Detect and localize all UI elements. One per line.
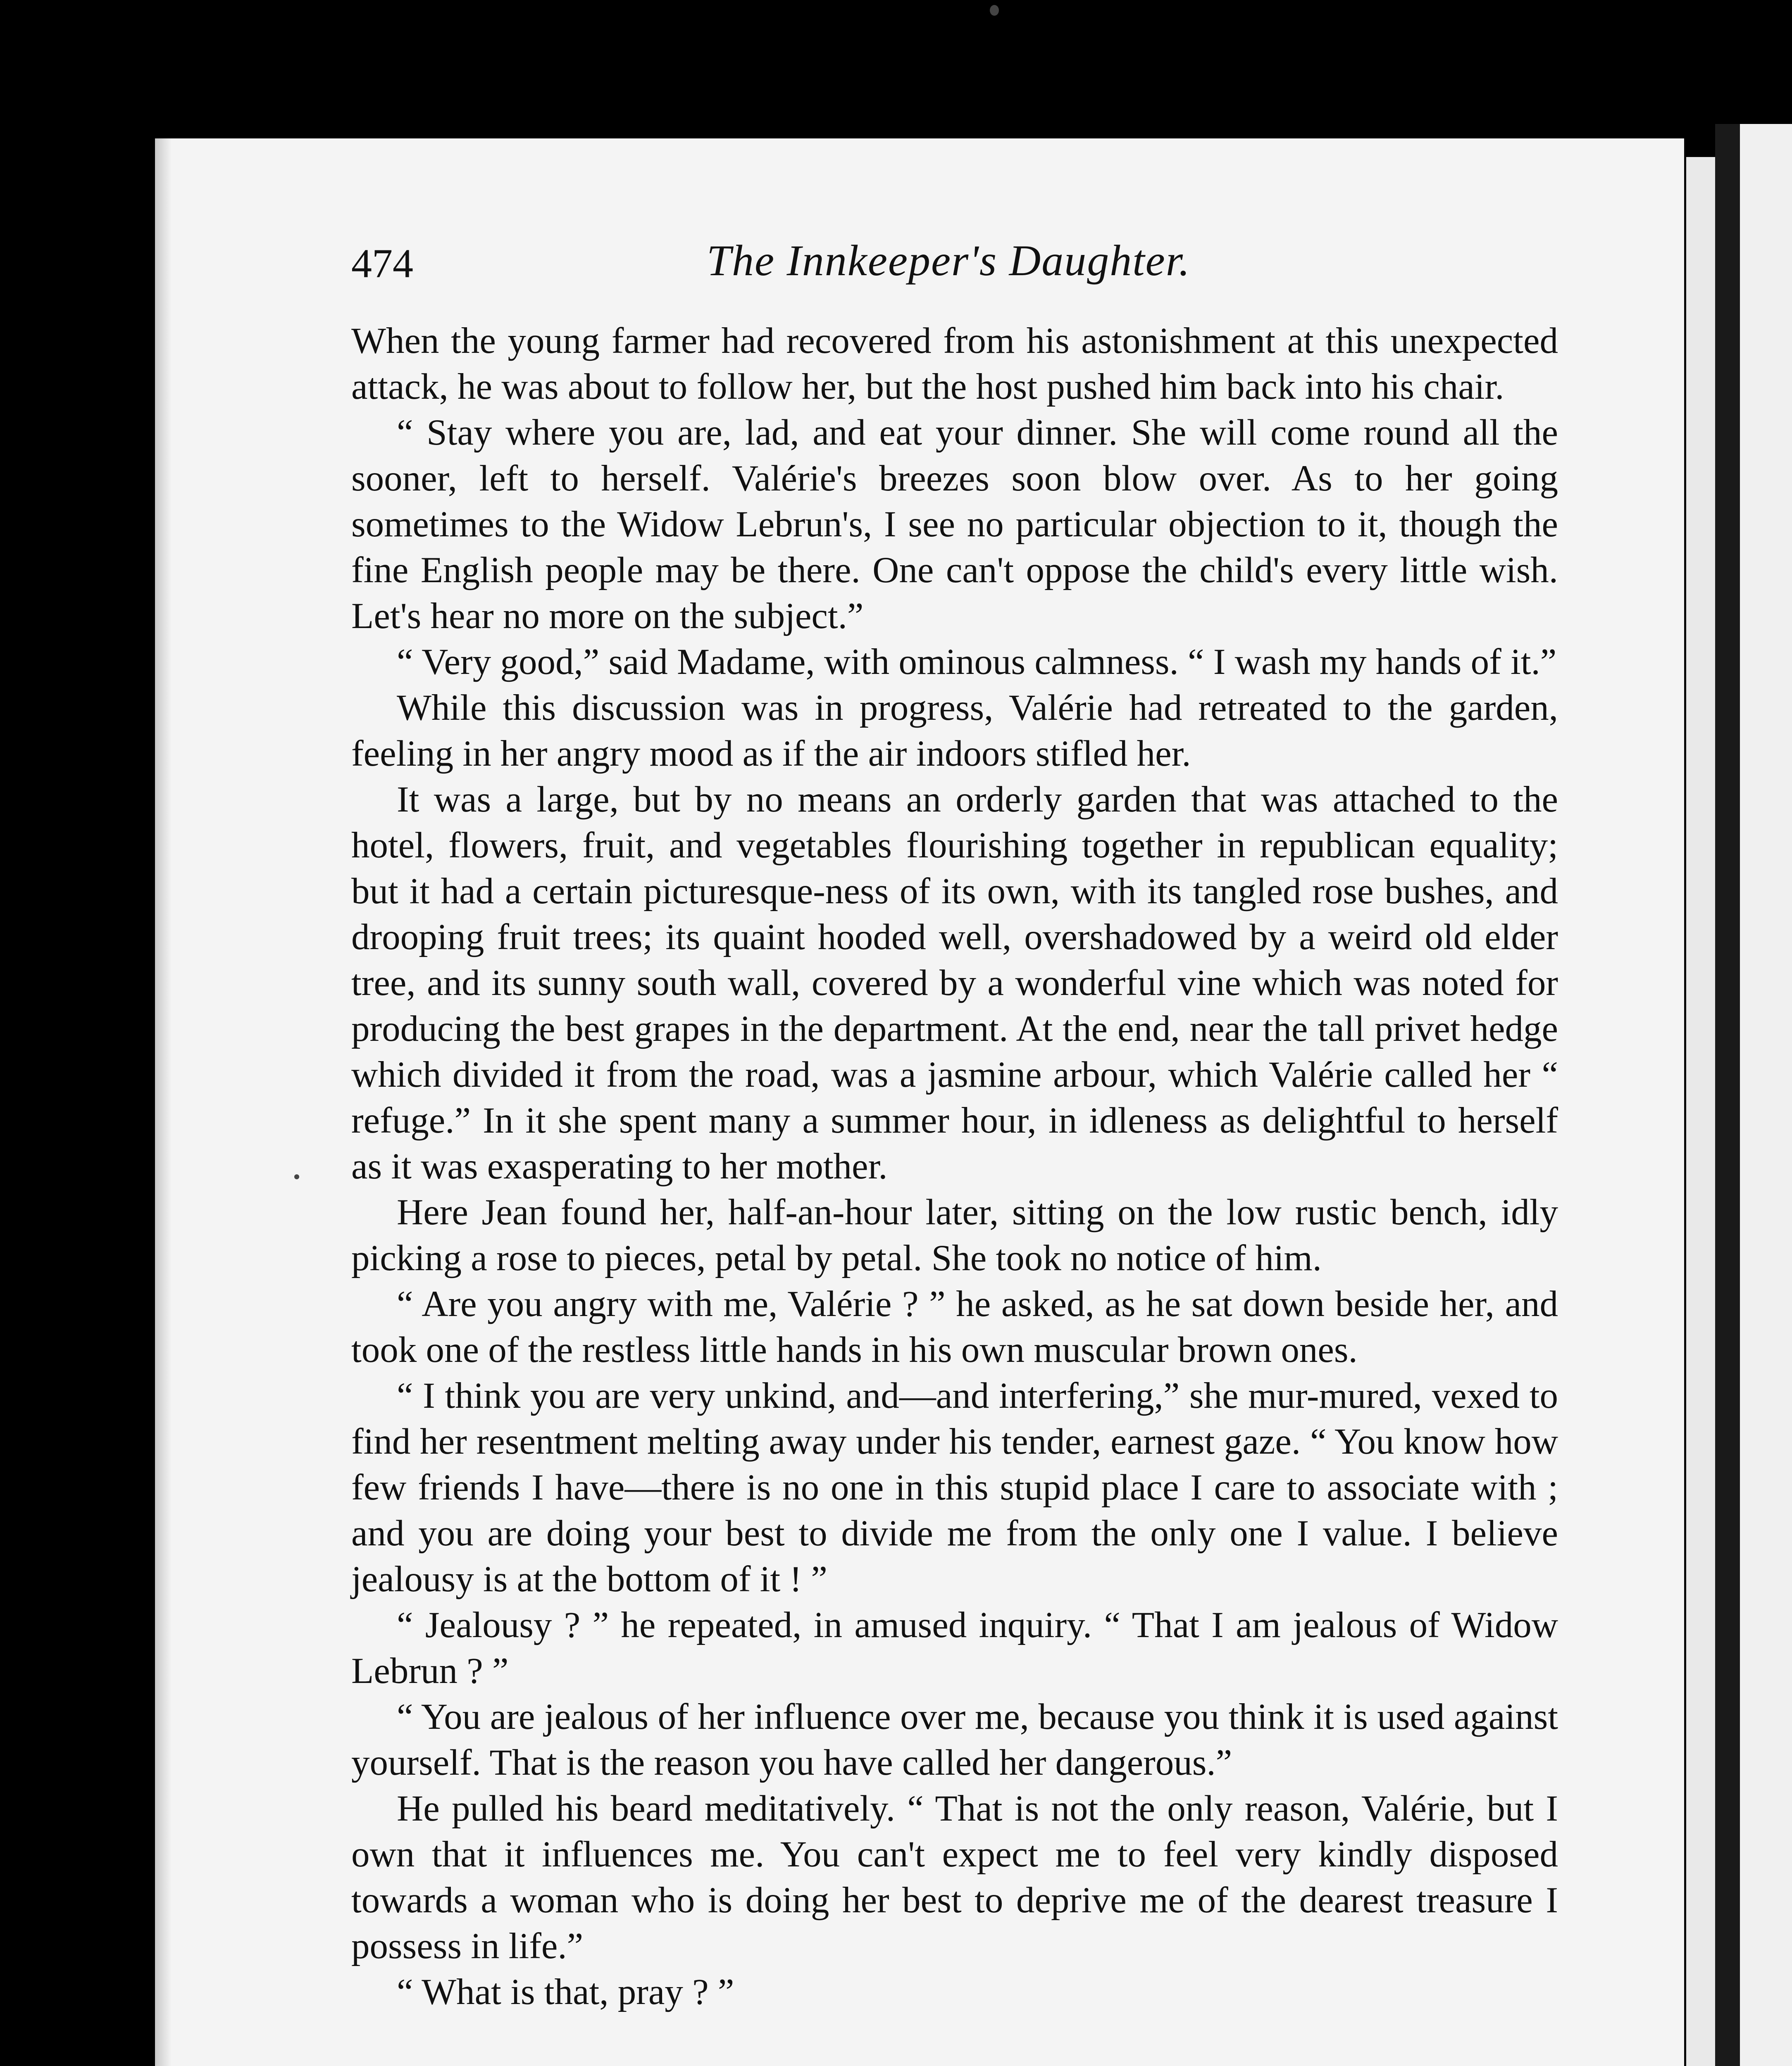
print-speck — [990, 5, 999, 16]
paragraph: “ I think you are very unkind, and—and interfering,” she mur-mured, vexed to find her resentment melting away under his tender, earnest gaze. “ You know how few friends I have—there is no one in this stupid place I care to associate with ; and you are doing your best to divide me from the only one I value. I believe jealousy is at the bottom of it ! ” — [351, 1376, 1558, 1599]
paragraph: “ What is that, pray ? ” — [397, 1972, 734, 2012]
page-header — [351, 223, 1550, 306]
page-edge — [1686, 157, 1715, 2066]
adjacent-page — [1740, 124, 1792, 2066]
paragraph: “ You are jealous of her influence over me, because you think it is used against yourself. That is the reason you have called her dangerous.” — [351, 1697, 1558, 1783]
paragraph: It was a large, but by no means an orderly garden that was attached to the hotel, flowers, fruit, and vegetables flourishing together in republican equality; but it had a certain picturesque-ness of its own, with its tangled rose bushes, and drooping fruit trees; its quaint hooded well, overshadowed by a weird old elder tree, and its sunny south wall, covered by a wonderful vine which was noted for producing the best grapes in the department. At the end, near the tall privet hedge which divided it from the road, was a jasmine arbour, which Valérie called her “ refuge.” In it she spent many a summer hour, in idleness as delightful to herself as it was exasperating to her mother. — [351, 779, 1558, 1187]
running-title: The Innkeeper's Daughter. — [707, 236, 1191, 285]
paragraph: “ Very good,” said Madame, with ominous calmness. “ I wash my hands of it.” — [397, 642, 1557, 682]
body-text — [351, 318, 1558, 2015]
paragraph: When the young farmer had recovered from his astonishment at this unexpected attack, he was about to follow her, but the host pushed him back into his chair. — [351, 321, 1558, 407]
paragraph: “ Are you angry with me, Valérie ? ” he asked, as he sat down beside her, and took one of the restless little hands in his own muscular brown ones. — [351, 1284, 1558, 1370]
paragraph: “ Jealousy ? ” he repeated, in amused inquiry. “ That I am jealous of Widow Lebrun ? ” — [351, 1605, 1558, 1691]
page-gutter-shadow — [155, 138, 172, 2066]
paragraph: While this discussion was in progress, Valérie had retreated to the garden, feeling in her angry mood as if the air indoors stifled her. — [351, 688, 1558, 774]
print-speck — [294, 1174, 299, 1179]
paragraph: Here Jean found her, half-an-hour later, sitting on the low rustic bench, idly picking a rose to pieces, petal by petal. She took no notice of him. — [351, 1192, 1558, 1278]
paragraph: He pulled his beard meditatively. “ That is not the only reason, Valérie, but I own that it influences me. You can't expect me to feel very kindly disposed towards a woman who is doing her best to deprive me of the dearest treasure I possess in life.” — [351, 1788, 1558, 1966]
page-binding-shadow — [1715, 124, 1740, 2066]
page-number: 474 — [351, 240, 413, 286]
paragraph: “ Stay where you are, lad, and eat your dinner. She will come round all the sooner, left to herself. Valérie's breezes soon blow over. As to her going sometimes to the Widow Lebrun's, I see no particular objection to it, though the fine English people may be there. One can't oppose the child's every little wish. Let's hear no more on the subject.” — [351, 412, 1558, 636]
